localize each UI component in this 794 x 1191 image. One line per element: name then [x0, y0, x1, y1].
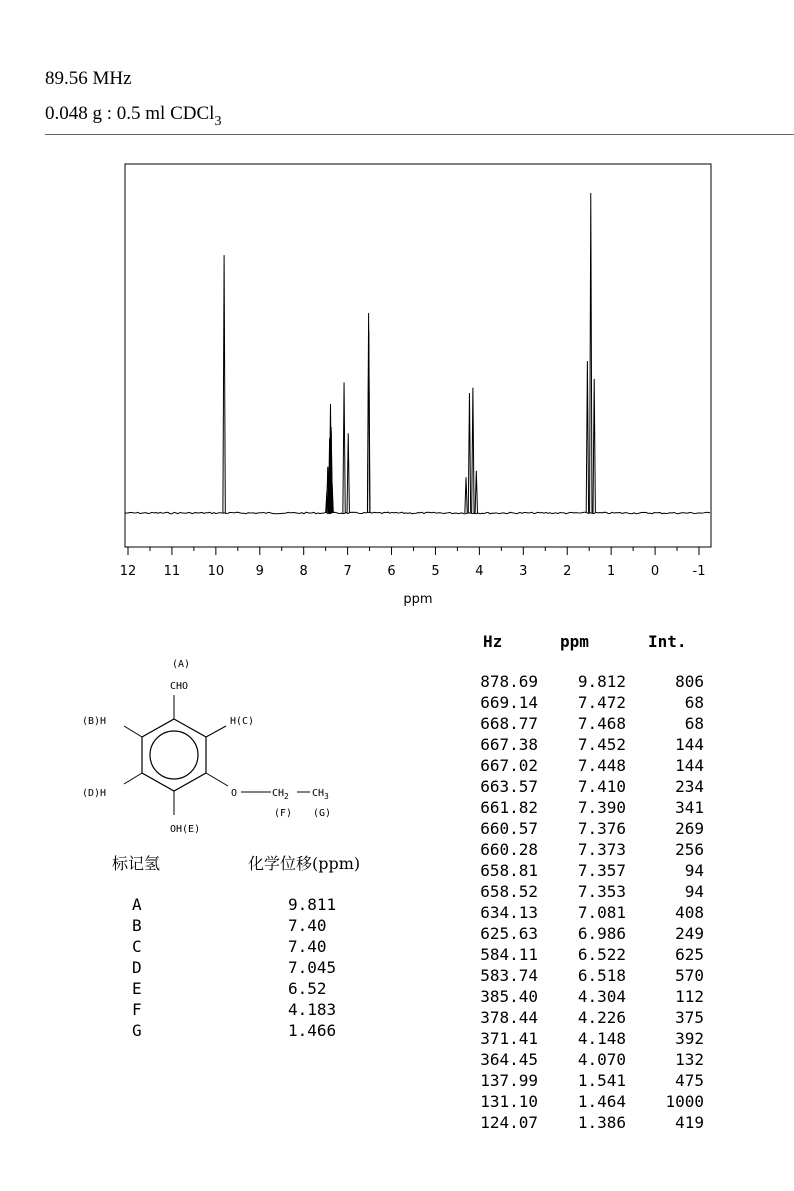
peak-table-row	[462, 776, 712, 797]
peak-ppm: 7.468	[577, 714, 626, 733]
assignment-header-shift: 化学位移(ppm)	[248, 854, 361, 873]
peak-ppm: 7.373	[577, 840, 626, 859]
peak-ppm: 7.452	[577, 735, 626, 754]
spectrum-peak	[472, 388, 474, 513]
peak-ppm: 4.304	[577, 987, 626, 1006]
x-tick-label: 9	[255, 564, 264, 579]
peak-intensity: 341	[675, 798, 704, 817]
assignment-value: 7.045	[288, 958, 337, 977]
x-tick-label: 5	[431, 564, 440, 579]
peak-table	[462, 671, 712, 1133]
hydroxyl-group: OH(E)	[170, 824, 201, 835]
x-tick-label: -1	[692, 564, 706, 579]
peak-table-row	[462, 860, 712, 881]
x-tick-label: 2	[563, 564, 572, 579]
peak-hz: 634.13	[480, 903, 538, 922]
benzene-ring	[142, 719, 206, 791]
aldehyde-group: CHO	[170, 681, 189, 692]
peak-ppm: 7.472	[577, 693, 626, 712]
peak-intensity: 234	[675, 777, 704, 796]
spectrum-peak	[586, 361, 588, 513]
peak-table-row	[462, 902, 712, 923]
peak-ppm: 1.386	[577, 1113, 626, 1132]
peak-table-row	[462, 734, 712, 755]
peak-ppm: 6.522	[577, 945, 626, 964]
methylene-group	[272, 788, 289, 801]
peak-hz: 660.57	[480, 819, 538, 838]
assignment-value: 7.40	[288, 937, 327, 956]
h-c-label: H(C)	[230, 716, 255, 727]
peak-ppm: 9.812	[577, 672, 626, 691]
h-b-label: (B)H	[82, 716, 107, 727]
assignment-value: 6.52	[288, 979, 327, 998]
bond-h-b	[124, 726, 142, 737]
peak-table-row	[462, 944, 712, 965]
ch2-sub: 2	[284, 792, 289, 801]
bond-h-d	[124, 773, 142, 784]
methyl-group	[312, 788, 329, 801]
peak-hz: 625.63	[480, 924, 538, 943]
label-f: (F)	[274, 808, 293, 819]
spectrum-peak	[593, 379, 595, 513]
peak-ppm: 7.410	[577, 777, 626, 796]
x-axis-tick-labels	[120, 564, 706, 579]
ether-oxygen: O	[231, 788, 238, 799]
x-tick-label: 6	[387, 564, 396, 579]
peak-hz: 878.69	[480, 672, 538, 691]
x-tick-label: 4	[475, 564, 484, 579]
peak-intensity: 144	[675, 756, 704, 775]
peak-table-row	[462, 923, 712, 944]
peak-table-row	[462, 986, 712, 1007]
peak-intensity: 249	[675, 924, 704, 943]
peak-ppm: 7.390	[577, 798, 626, 817]
peak-intensity: 68	[684, 693, 704, 712]
spectrum-peak	[465, 477, 467, 513]
peak-intensity: 475	[675, 1071, 704, 1090]
peak-table-row	[462, 881, 712, 902]
peak-intensity: 256	[675, 840, 704, 859]
assignment-label: D	[132, 958, 142, 977]
x-axis-label: ppm	[403, 592, 433, 607]
assignment-label: G	[132, 1021, 142, 1040]
x-tick-label: 11	[163, 564, 181, 579]
peak-intensity: 112	[675, 987, 704, 1006]
peak-hz: 667.38	[480, 735, 538, 754]
ch2-text: CH	[272, 788, 285, 799]
plot-frame	[125, 164, 711, 547]
h-d-label: (D)H	[82, 788, 107, 799]
peak-table-row	[462, 692, 712, 713]
peak-hz: 658.52	[480, 882, 538, 901]
peak-hz: 385.40	[480, 987, 538, 1006]
peak-table-row	[462, 1070, 712, 1091]
peak-hz: 378.44	[480, 1008, 538, 1027]
peak-ppm: 4.226	[577, 1008, 626, 1027]
sample-text: 0.048 g : 0.5 ml CDCl	[45, 103, 215, 124]
header-hz: Hz	[483, 632, 503, 651]
peak-intensity: 419	[675, 1113, 704, 1132]
peak-ppm: 1.464	[577, 1092, 626, 1111]
bond-h-c	[206, 726, 226, 737]
peak-table-row	[462, 713, 712, 734]
assignment-value: 1.466	[288, 1021, 337, 1040]
peak-intensity: 1000	[665, 1092, 704, 1111]
peak-hz: 131.10	[480, 1092, 538, 1111]
peak-intensity: 375	[675, 1008, 704, 1027]
spectrum-peak	[475, 471, 477, 513]
spectrum-peak	[347, 433, 349, 513]
peak-hz: 584.11	[480, 945, 538, 964]
peak-intensity: 94	[684, 882, 704, 901]
peak-intensity: 144	[675, 735, 704, 754]
peak-hz: 661.82	[480, 798, 538, 817]
peak-intensity: 132	[675, 1050, 704, 1069]
peak-hz: 658.81	[480, 861, 538, 880]
peak-table-row	[462, 1049, 712, 1070]
peak-hz: 371.41	[480, 1029, 538, 1048]
assignment-label: B	[132, 916, 142, 935]
assignment-value: 4.183	[288, 1000, 337, 1019]
peak-hz: 364.45	[480, 1050, 538, 1069]
spectrum-peak	[468, 393, 470, 513]
molecule-structure	[70, 650, 370, 840]
peak-table-row	[462, 797, 712, 818]
peak-ppm: 7.448	[577, 756, 626, 775]
label-a: (A)	[172, 659, 191, 670]
assignment-label: E	[132, 979, 142, 998]
peak-hz: 660.28	[480, 840, 538, 859]
peak-ppm: 4.070	[577, 1050, 626, 1069]
peak-table-row	[462, 839, 712, 860]
x-tick-label: 1	[607, 564, 616, 579]
assignment-label: F	[132, 1000, 142, 1019]
header-ppm: ppm	[560, 632, 589, 651]
label-g: (G)	[313, 808, 332, 819]
peak-intensity: 392	[675, 1029, 704, 1048]
peak-hz: 668.77	[480, 714, 538, 733]
peak-hz: 124.07	[480, 1113, 538, 1132]
peak-ppm: 6.986	[577, 924, 626, 943]
peak-table-row	[462, 1112, 712, 1133]
peak-intensity: 68	[684, 714, 704, 733]
peak-hz: 137.99	[480, 1071, 538, 1090]
assignment-label: C	[132, 937, 142, 956]
peak-ppm: 6.518	[577, 966, 626, 985]
assignment-value: 9.811	[288, 895, 337, 914]
peak-hz: 669.14	[480, 693, 538, 712]
x-tick-label: 3	[519, 564, 528, 579]
x-axis-ticks	[128, 547, 699, 555]
spectrum-trace	[125, 512, 710, 514]
peak-table-row	[462, 1028, 712, 1049]
peak-table-row	[462, 1007, 712, 1028]
peak-table-row	[462, 671, 712, 692]
peak-intensity: 625	[675, 945, 704, 964]
peak-table-row	[462, 1091, 712, 1112]
peak-intensity: 408	[675, 903, 704, 922]
spectrum-peak	[223, 255, 225, 513]
bond-o	[206, 773, 228, 786]
spectrum-peak	[343, 382, 345, 513]
assignment-value: 7.40	[288, 916, 327, 935]
spectrum-peaks	[223, 193, 595, 513]
peak-intensity: 570	[675, 966, 704, 985]
peak-ppm: 4.148	[577, 1029, 626, 1048]
ch3-sub: 3	[324, 792, 329, 801]
peak-intensity: 269	[675, 819, 704, 838]
x-tick-label: 12	[119, 564, 137, 579]
peak-ppm: 7.353	[577, 882, 626, 901]
peak-hz: 583.74	[480, 966, 538, 985]
spectrometer-frequency: 89.56 MHz	[45, 68, 132, 89]
x-tick-label: 10	[207, 564, 225, 579]
peak-ppm: 7.376	[577, 819, 626, 838]
x-tick-label: 7	[343, 564, 352, 579]
sample-subscript: 3	[214, 114, 222, 129]
peak-table-row	[462, 818, 712, 839]
peak-hz: 663.57	[480, 777, 538, 796]
peak-table-row	[462, 965, 712, 986]
peak-intensity: 94	[684, 861, 704, 880]
ch3-text: CH	[312, 788, 325, 799]
peak-ppm: 7.357	[577, 861, 626, 880]
peak-ppm: 1.541	[577, 1071, 626, 1090]
peak-hz: 667.02	[480, 756, 538, 775]
assignment-label: A	[132, 895, 142, 914]
x-tick-label: 8	[299, 564, 308, 579]
spectrum-peak	[590, 193, 592, 513]
aromatic-circle	[150, 731, 198, 779]
peak-ppm: 7.081	[577, 903, 626, 922]
assignment-header-hydrogen: 标记氢	[112, 854, 161, 873]
header-int: Int.	[648, 632, 687, 651]
x-tick-label: 0	[650, 564, 660, 579]
peak-intensity: 806	[675, 672, 704, 691]
peak-table-row	[462, 755, 712, 776]
